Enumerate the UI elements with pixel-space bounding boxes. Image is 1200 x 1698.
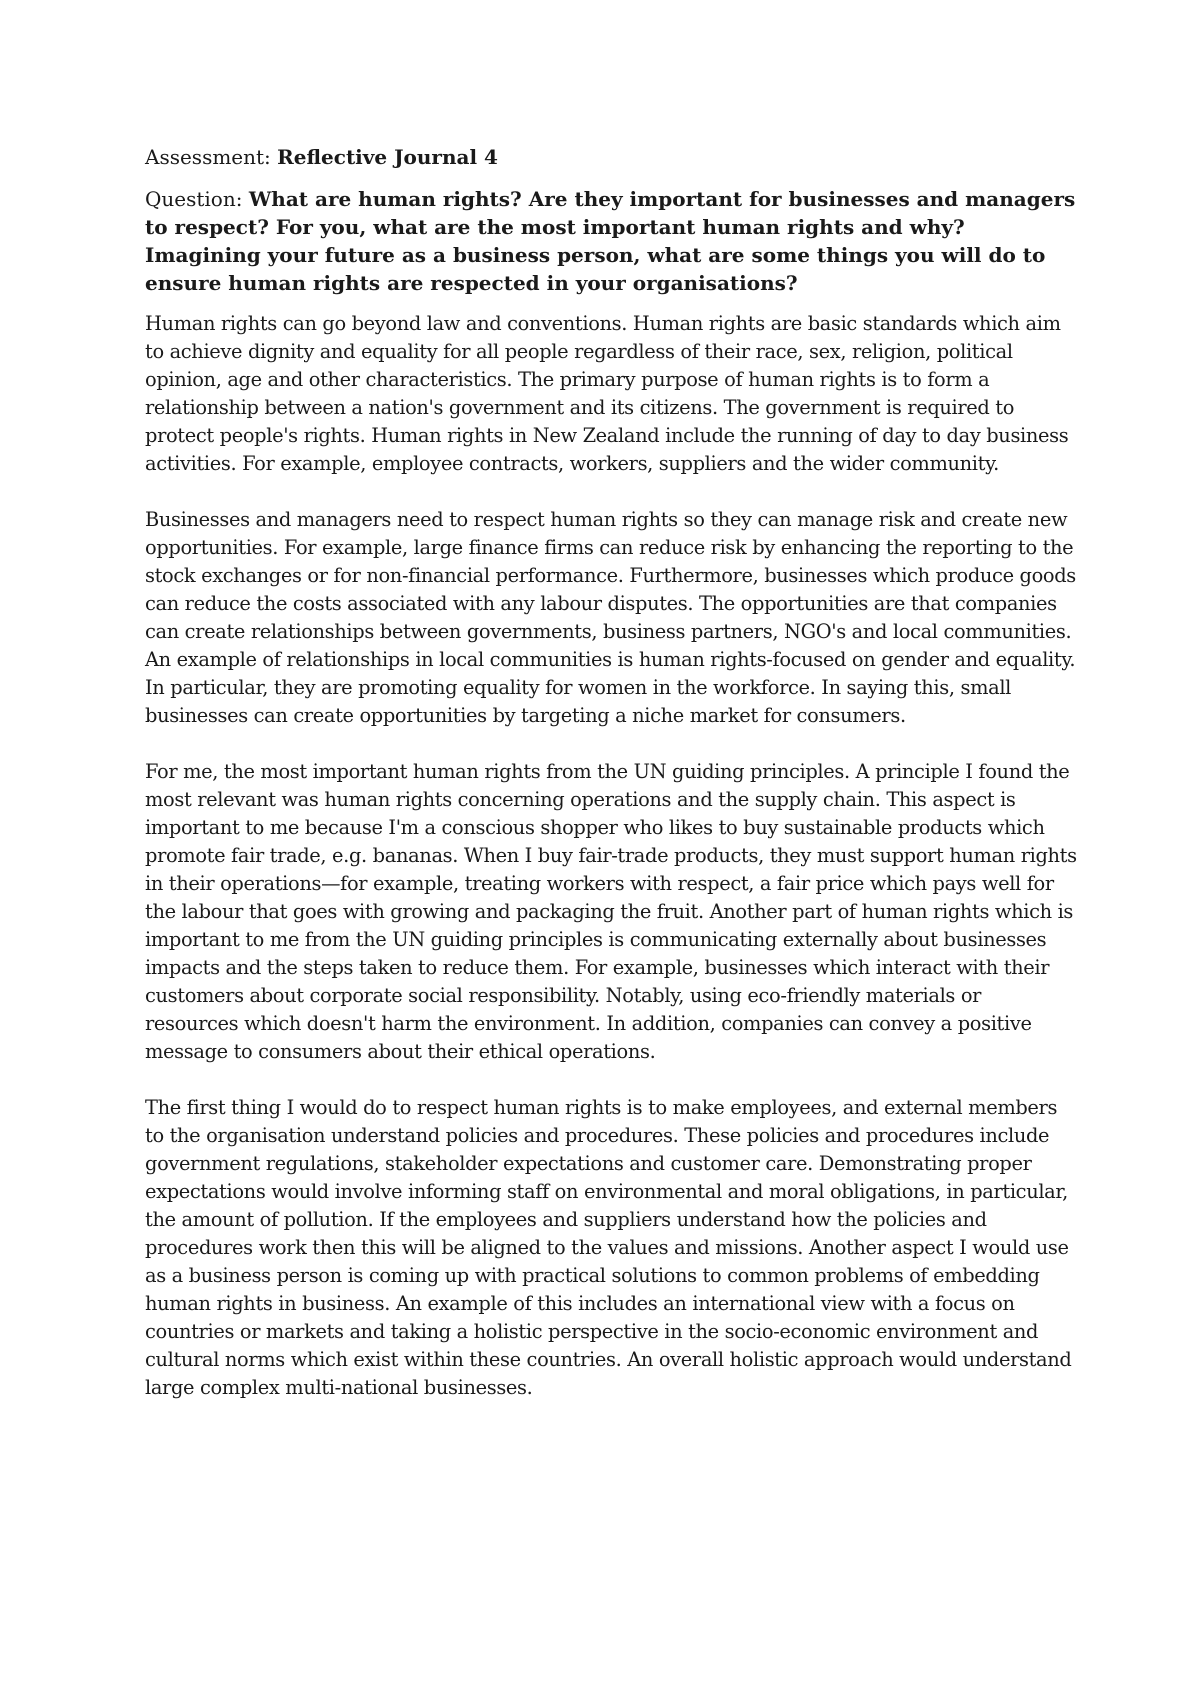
- paragraph-future-actions: The first thing I would do to respect human rights is to make employees, and external members to the organisation understand policies and procedures. These policies and procedures include government regulations, stakeholder expectations and customer care. Demonstrating proper expectations would involve informing staff on environmental and moral obligations, in particular, the amount of pollution. If the employees and suppliers understand how the policies and procedures work then this will be aligned to the values and missions. Another aspect I would use as a business person is coming up with practical solutions to common problems of embedding human rights in business. An example of this includes an international view with a focus on countries or markets and taking a holistic perspective in the socio-economic environment and cultural norms which exist within these countries. An overall holistic approach would understand large complex multi-national businesses.: [145, 1096, 1072, 1399]
- question-text: What are human rights? Are they important for businesses and managers to respect? For you, what are the most important human rights and why? Imagining your future as a business person, what are some things you will do to ensure human rights are respected in your organisations?: [145, 187, 1076, 295]
- assessment-label: Assessment:: [145, 145, 278, 169]
- question-label: Question:: [145, 187, 249, 211]
- question-block: [145, 185, 1080, 297]
- assessment-heading: [145, 143, 1080, 171]
- paragraph-definition: Human rights can go beyond law and conventions. Human rights are basic standards which aim to achieve dignity and equality for all people regardless of their race, sex, religion, political opinion, age and other characteristics. The primary purpose of human rights is to form a relationship between a nation's government and its citizens. The government is required to protect people's rights. Human rights in New Zealand include the running of day to day business activities. For example, employee contracts, workers, suppliers and the wider community.: [145, 312, 1069, 475]
- assessment-title: Reflective Journal 4: [277, 145, 498, 169]
- paragraph-business-importance: Businesses and managers need to respect human rights so they can manage risk and create new opportunities. For example, large finance firms can reduce risk by enhancing the reporting to the stock exchanges or for non-financial performance. Furthermore, businesses which produce goods can reduce the costs associated with any labour disputes. The opportunities are that companies can create relationships between governments, business partners, NGO's and local communities. An example of relationships in local communities is human rights-focused on gender and equality. In particular, they are promoting equality for women in the workforce. In saying this, small businesses can create opportunities by targeting a niche market for consumers.: [145, 508, 1076, 727]
- paragraph-most-important-rights: For me, the most important human rights from the UN guiding principles. A principle I found the most relevant was human rights concerning operations and the supply chain. This aspect is important to me because I'm a conscious shopper who likes to buy sustainable products which promote fair trade, e.g. bananas. When I buy fair-trade products, they must support human rights in their operations—for example, treating workers with respect, a fair price which pays well for the labour that goes with growing and packaging the fruit. Another part of human rights which is important to me from the UN guiding principles is communicating externally about businesses impacts and the steps taken to reduce them. For example, businesses which interact with their customers about corporate social responsibility. Notably, using eco-friendly materials or resources which doesn't harm the environment. In addition, companies can convey a positive message to consumers about their ethical operations.: [145, 760, 1077, 1063]
- document-page: [145, 143, 1080, 1430]
